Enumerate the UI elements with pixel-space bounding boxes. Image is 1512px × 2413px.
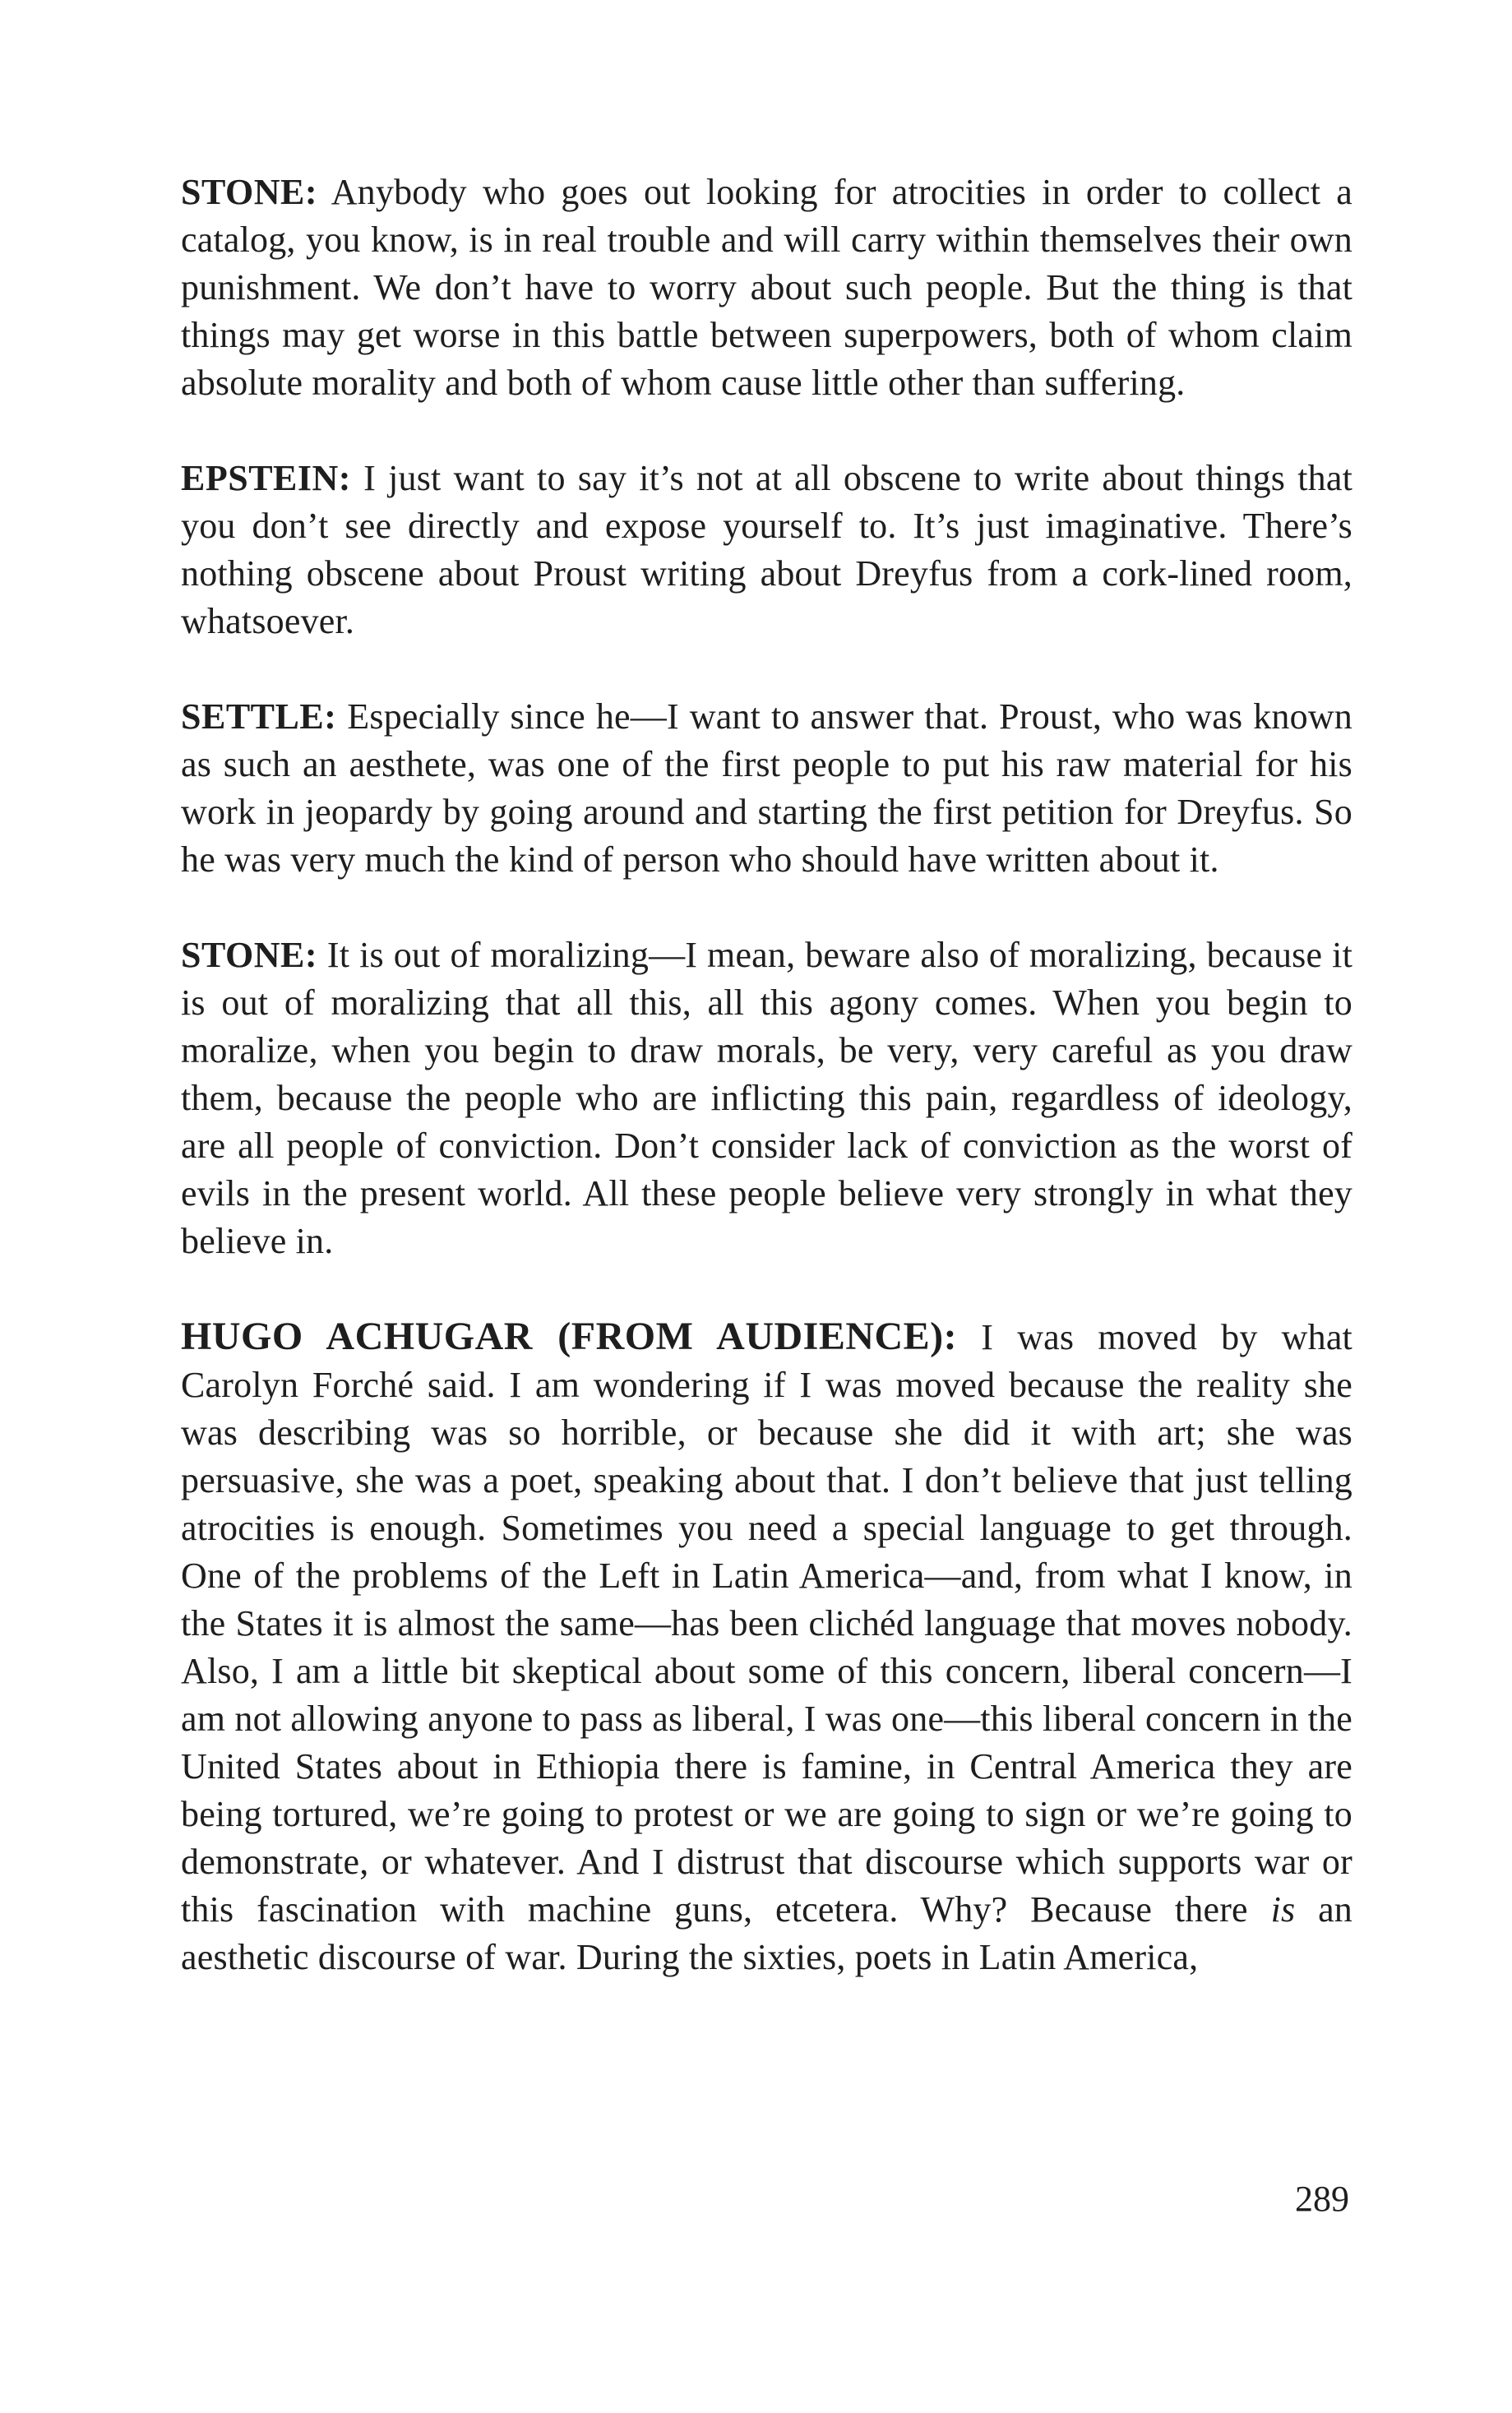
- paragraph-settle: [181, 693, 1352, 884]
- speaker-label: HUGO ACHUGAR (FROM AUDIENCE):: [181, 1315, 958, 1358]
- paragraph-epstein: [181, 455, 1352, 645]
- speaker-label: STONE:: [181, 935, 318, 975]
- paragraph-text: I was moved by what Carolyn Forché said. I am wondering if I was moved because the reality she was describing was so horrible, or because she did it with art; she was persuasive, she was a poet, speaking about that. I don’t believe that just telling atrocities is enough. Sometimes you need a special language to get through. One of the problems of the Left in Latin America—and, from what I know, in the States it is almost the same—has been clichéd language that moves nobody. Also, I am a little bit skeptical about some of this concern, liberal concern—I am not allowing anyone to pass as liberal, I was one—this liberal concern in the United States about in Ethiopia there is famine, in Central America they are being tortured, we’re going to protest or we are going to sign or we’re going to demonstrate, or whatever. And I distrust that discourse which supports war or this fascination with machine guns, etcetera. Why? Because there: [181, 1317, 1352, 1930]
- paragraph-achugar: [181, 1313, 1352, 1981]
- paragraph-text: It is out of moralizing—I mean, beware also of moralizing, because it is out of moralizing that all this, all this agony comes. When you begin to moralize, when you begin to draw morals, be very, very careful as you draw them, because the people who are inflicting this pain, regardless of ideology, are all people of conviction. Don’t consider lack of conviction as the worst of evils in the present world. All these people believe very strongly in what they believe in.: [181, 935, 1352, 1261]
- paragraph-stone-2: [181, 931, 1352, 1265]
- speaker-label: EPSTEIN:: [181, 458, 351, 498]
- speaker-label: STONE:: [181, 172, 318, 212]
- paragraph-stone-1: [181, 169, 1352, 407]
- paragraph-italic-text: is: [1270, 1889, 1296, 1930]
- page-body: [181, 169, 1352, 2029]
- paragraph-text: I just want to say it’s not at all obscene to write about things that you don’t see directly and expose yourself to. It’s just imaginative. There’s nothing obscene about Proust writing about Dreyfus from a cork-lined room, whatsoever.: [181, 458, 1352, 641]
- page-number: 289: [1295, 2179, 1349, 2219]
- paragraph-text: Especially since he—I want to answer that. Proust, who was known as such an aesthete, was one of the first people to put his raw material for his work in jeopardy by going around and starting the first petition for Dreyfus. So he was very much the kind of person who should have written about it.: [181, 696, 1352, 880]
- paragraph-text-continued: an aesthetic discourse of war. During the sixties, poets in Latin America,: [181, 1889, 1352, 1977]
- speaker-label: SETTLE:: [181, 696, 337, 737]
- paragraph-text: Anybody who goes out looking for atrocities in order to collect a catalog, you know, is in real trouble and will carry within themselves their own punishment. We don’t have to worry about such people. But the thing is that things may get worse in this battle between superpowers, both of whom claim absolute morality and both of whom cause little other than suffering.: [181, 172, 1352, 403]
